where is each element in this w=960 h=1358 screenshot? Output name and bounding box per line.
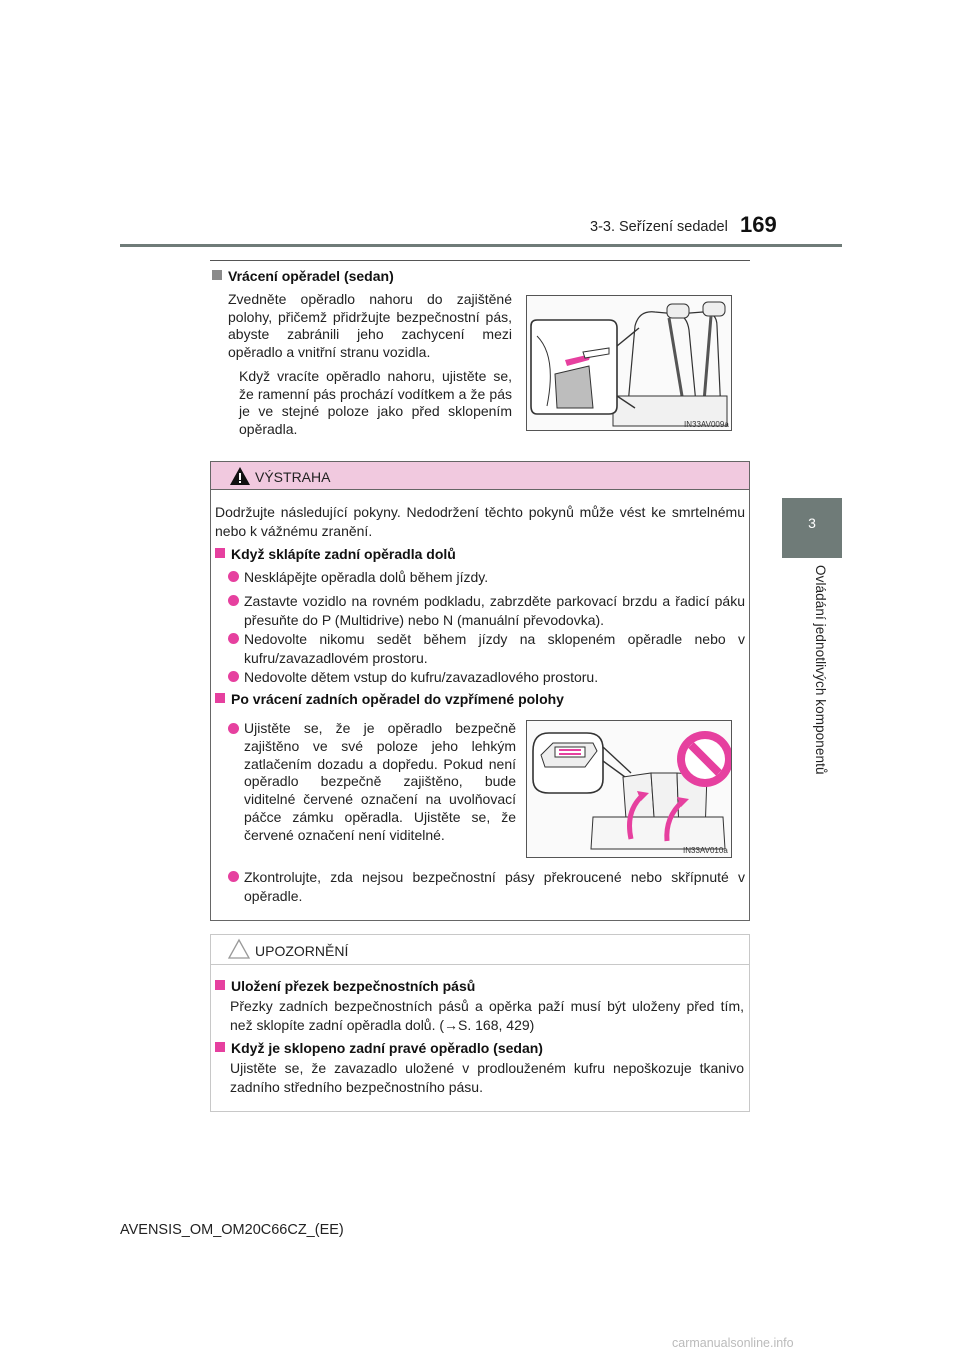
pink-square-icon	[215, 980, 225, 990]
caution-title: UPOZORNĚNÍ	[255, 943, 349, 959]
caution-subheading: Když je sklopeno zadní pravé opěradlo (sedan)	[215, 1040, 543, 1056]
warning-intro: Dodržujte následující pokyny. Nedodržení těchto pokynů může vést ke smrtelnému nebo k vážnému zranění.	[215, 504, 745, 539]
section-paragraph: Zvedněte opěradlo nahoru do zajištěné polohy, přičemž přidržujte bezpečnostní pás, abyste zabránili jeho zachycení mezi opěradlo a vnitřní stranu vozidla.	[228, 291, 512, 360]
chapter-number: 3	[808, 515, 816, 531]
caution-header	[211, 935, 749, 965]
image-code: IN33AV009a	[684, 420, 729, 429]
section-title: 3-3. Seřízení sedadel	[590, 219, 728, 235]
warning-bullet: Nedovolte nikomu sedět během jízdy na sklopeném opěradle nebo v kufru/zavazadlovém prostoru.	[228, 630, 745, 667]
caution-paragraph: Ujistěte se, že zavazadlo uložené v prodlouženém kufru nepoškozuje tkanivo zadního středního bezpečnostního pásu.	[230, 1060, 744, 1095]
bullet-dot-icon	[228, 723, 239, 734]
pink-square-icon	[215, 693, 225, 703]
bullet-dot-icon	[228, 871, 239, 882]
warning-header	[211, 462, 749, 490]
section-note: Když vracíte opěradlo nahoru, ujistěte se, že ramenní pás prochází vodítkem a že pás je ve stejné poloze jako před sklopením opěradla.	[239, 368, 512, 437]
caution-paragraph: Přezky zadních bezpečnostních pásů a opěrka paží musí být uloženy před tím, než sklopíte zadní opěradla dolů. (→S. 168, 429)	[230, 998, 744, 1033]
warning-bullet: Nesklápějte opěradla dolů během jízdy.	[228, 568, 745, 587]
section-heading: Vrácení opěradel (sedan)	[212, 268, 394, 284]
pink-square-icon	[215, 548, 225, 558]
bullet-dot-icon	[228, 671, 239, 682]
header-rule	[120, 244, 842, 247]
seatback-illustration	[526, 295, 732, 431]
warning-triangle-icon	[229, 466, 251, 486]
seat-belt-guide-drawing	[527, 296, 731, 430]
warning-bullet: Zkontrolujte, zda nejsou bezpečnostní pásy překroucené nebo skřípnuté v opěradle.	[228, 868, 745, 905]
caution-triangle-icon	[227, 938, 251, 960]
bullet-dot-icon	[228, 633, 239, 644]
warning-subheading: Po vrácení zadních opěradel do vzpřímené polohy	[215, 691, 564, 707]
bullet-dot-icon	[228, 571, 239, 582]
page-number: 169	[740, 212, 777, 237]
warning-box	[210, 461, 750, 921]
rear-seats-illustration	[526, 720, 732, 858]
square-bullet-icon	[212, 270, 222, 280]
section-rule	[210, 260, 750, 261]
pink-square-icon	[215, 1042, 225, 1052]
image-code: IN33AV010a	[683, 846, 728, 855]
document-code: AVENSIS_OM_OM20C66CZ_(EE)	[120, 1222, 344, 1238]
warning-bullet: Nedovolte dětem vstup do kufru/zavazadlového prostoru.	[228, 668, 745, 687]
caution-subheading: Uložení přezek bezpečnostních pásů	[215, 978, 475, 994]
warning-bullet: Zastavte vozidlo na rovném podkladu, zabrzděte parkovací brzdu a řadicí páku přesuňte do P (Multidrive) nebo N (manuální převodovka).	[228, 592, 745, 629]
warning-subheading: Když sklápíte zadní opěradla dolů	[215, 546, 456, 562]
chapter-title: Ovládání jednotlivých komponentů	[813, 565, 828, 775]
caution-box	[210, 934, 750, 1112]
warning-title: VÝSTRAHA	[255, 469, 331, 485]
seat-lock-drawing	[527, 721, 731, 857]
bullet-dot-icon	[228, 595, 239, 606]
watermark-text: carmanualsonline.info	[672, 1336, 794, 1350]
warning-bullet: Ujistěte se, že je opěradlo bezpečně zajištěno ve své poloze jeho lehkým zatlačením dozadu a dopředu. Pokud není opěradlo bezpečně zajištěno, bude viditelné červené označení na uvolňovací páčce zámku opěradla. Ujistěte se, že červené označení není viditelné.	[228, 720, 516, 845]
